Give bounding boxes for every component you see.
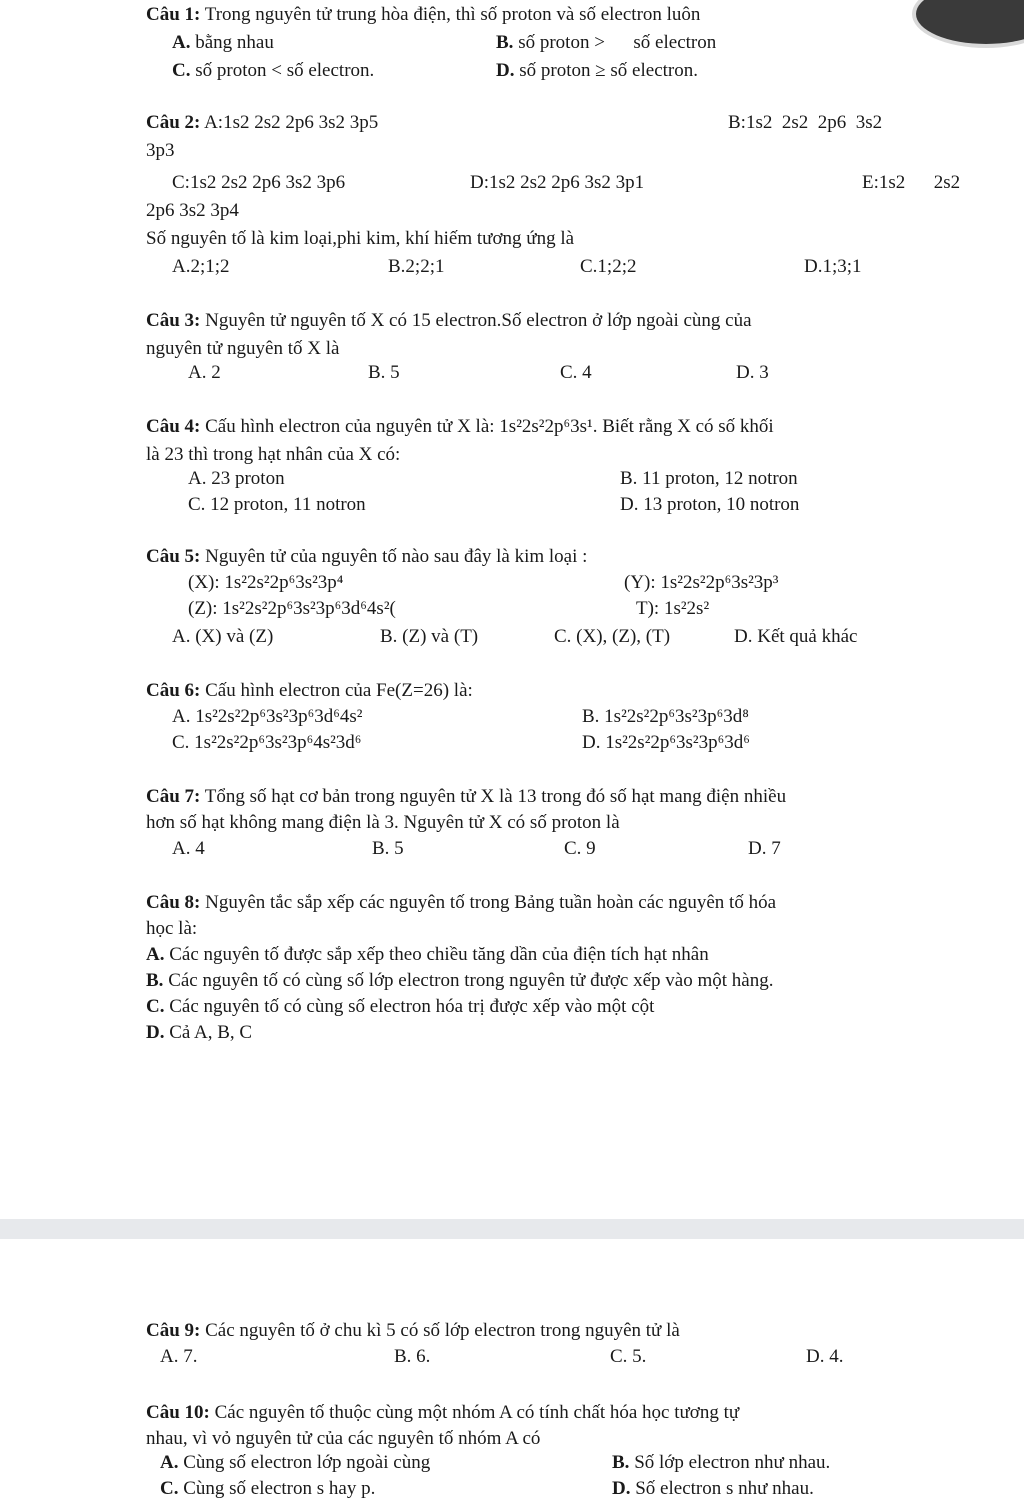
- q8-option-a: A. Các nguyên tố được sắp xếp theo chiều tăng dần của điện tích hạt nhân: [146, 944, 709, 965]
- question-3-cont: nguyên tử nguyên tố X là: [146, 338, 340, 359]
- q2-option-c: C.1;2;2: [580, 256, 637, 277]
- q2-config-d: D:1s2 2s2 2p6 3s2 3p1: [470, 172, 645, 193]
- question-5: Câu 5: Nguyên tử của nguyên tố nào sau đây là kim loại :: [146, 546, 588, 567]
- question-10-cont: nhau, vì vỏ nguyên tử của các nguyên tố nhóm A có: [146, 1428, 541, 1449]
- q6-option-d: D. 1s²2s²2p⁶3s²3p⁶3d⁶: [582, 732, 750, 753]
- question-8-cont: học là:: [146, 918, 198, 939]
- q7-option-c: C. 9: [564, 838, 596, 859]
- q6-option-c: C. 1s²2s²2p⁶3s²3p⁶4s²3d⁶: [172, 732, 362, 753]
- q1-option-b: B. số proton > số electron: [496, 32, 717, 53]
- q8-option-d: D. Cả A, B, C: [146, 1022, 253, 1043]
- q9-option-c: C. 5.: [610, 1346, 647, 1367]
- q2-question: Số nguyên tố là kim loại,phi kim, khí hiếm tương ứng là: [146, 228, 575, 249]
- q10-option-c: C. Cùng số electron s hay p.: [160, 1478, 376, 1499]
- question-9: Câu 9: Các nguyên tố ở chu kì 5 có số lớp electron trong nguyên tử là: [146, 1320, 680, 1341]
- q2-option-b: B.2;2;1: [388, 256, 445, 277]
- q9-option-a: A. 7.: [160, 1346, 198, 1367]
- q5-config-t: T): 1s²2s²: [636, 598, 710, 619]
- q7-option-d: D. 7: [748, 838, 781, 859]
- question-6: Câu 6: Cấu hình electron của Fe(Z=26) là:: [146, 680, 473, 701]
- q2-config-e-cont: 2p6 3s2 3p4: [146, 200, 239, 221]
- q7-option-a: A. 4: [172, 838, 205, 859]
- question-3: Câu 3: Nguyên tử nguyên tố X có 15 electron.Số electron ở lớp ngoài cùng của: [146, 310, 752, 331]
- page-separator: [0, 1219, 1024, 1239]
- q1-option-d: D. số proton ≥ số electron.: [496, 60, 698, 81]
- q3-option-a: A. 2: [188, 362, 221, 383]
- question-4-cont: là 23 thì trong hạt nhân của X có:: [146, 444, 401, 465]
- q5-config-y: (Y): 1s²2s²2p⁶3s²3p³: [624, 572, 779, 593]
- q1-option-a: A. bằng nhau: [172, 32, 274, 53]
- q2-config-e: E:1s2 2s2: [862, 172, 961, 193]
- q6-option-a: A. 1s²2s²2p⁶3s²3p⁶3d⁶4s²: [172, 706, 363, 727]
- q5-option-b: B. (Z) và (T): [380, 626, 479, 647]
- q5-option-c: C. (X), (Z), (T): [554, 626, 671, 647]
- question-1: Câu 1: Trong nguyên tử trung hòa điện, thì số proton và số electron luôn: [146, 4, 701, 25]
- q2-config-b: B:1s2 2s2 2p6 3s2: [728, 112, 883, 133]
- q5-config-z: (Z): 1s²2s²2p⁶3s²3p⁶3d⁶4s²(: [188, 598, 396, 619]
- q4-option-a: A. 23 proton: [188, 468, 285, 489]
- q5-option-d: D. Kết quả khác: [734, 626, 858, 647]
- q2-option-d: D.1;3;1: [804, 256, 862, 277]
- q3-option-b: B. 5: [368, 362, 400, 383]
- question-7-cont: hơn số hạt không mang điện là 3. Nguyên tử X có số proton là: [146, 812, 620, 833]
- q3-option-d: D. 3: [736, 362, 769, 383]
- q9-option-d: D. 4.: [806, 1346, 844, 1367]
- q1-option-c: C. số proton < số electron.: [172, 60, 375, 81]
- q2-config-c: C:1s2 2s2 2p6 3s2 3p6: [172, 172, 346, 193]
- q5-config-x: (X): 1s²2s²2p⁶3s²3p⁴: [188, 572, 344, 593]
- q6-option-b: B. 1s²2s²2p⁶3s²3p⁶3d⁸: [582, 706, 749, 727]
- q7-option-b: B. 5: [372, 838, 404, 859]
- q4-option-b: B. 11 proton, 12 notron: [620, 468, 798, 489]
- q5-option-a: A. (X) và (Z): [172, 626, 274, 647]
- question-8: Câu 8: Nguyên tắc sắp xếp các nguyên tố trong Bảng tuần hoàn các nguyên tố hóa: [146, 892, 776, 913]
- q3-option-c: C. 4: [560, 362, 592, 383]
- q2-config-b-cont: 3p3: [146, 140, 175, 161]
- q10-option-b: B. Số lớp electron như nhau.: [612, 1452, 831, 1473]
- q4-option-d: D. 13 proton, 10 notron: [620, 494, 800, 515]
- q2-option-a: A.2;1;2: [172, 256, 230, 277]
- question-7: Câu 7: Tổng số hạt cơ bản trong nguyên tử X là 13 trong đó số hạt mang điện nhiều: [146, 786, 787, 807]
- q4-option-c: C. 12 proton, 11 notron: [188, 494, 366, 515]
- q9-option-b: B. 6.: [394, 1346, 431, 1367]
- q10-option-d: D. Số electron s như nhau.: [612, 1478, 814, 1499]
- q8-option-b: B. Các nguyên tố có cùng số lớp electron trong nguyên tử được xếp vào một hàng.: [146, 970, 774, 991]
- avatar: [912, 0, 1024, 48]
- q10-option-a: A. Cùng số electron lớp ngoài cùng: [160, 1452, 431, 1473]
- q8-option-c: C. Các nguyên tố có cùng số electron hóa trị được xếp vào một cột: [146, 996, 655, 1017]
- question-10: Câu 10: Các nguyên tố thuộc cùng một nhóm A có tính chất hóa học tương tự: [146, 1402, 740, 1423]
- question-4: Câu 4: Cấu hình electron của nguyên tử X là: 1s²2s²2p⁶3s¹. Biết rằng X có số khối: [146, 416, 774, 437]
- question-2: Câu 2: A:1s2 2s2 2p6 3s2 3p5: [146, 112, 379, 133]
